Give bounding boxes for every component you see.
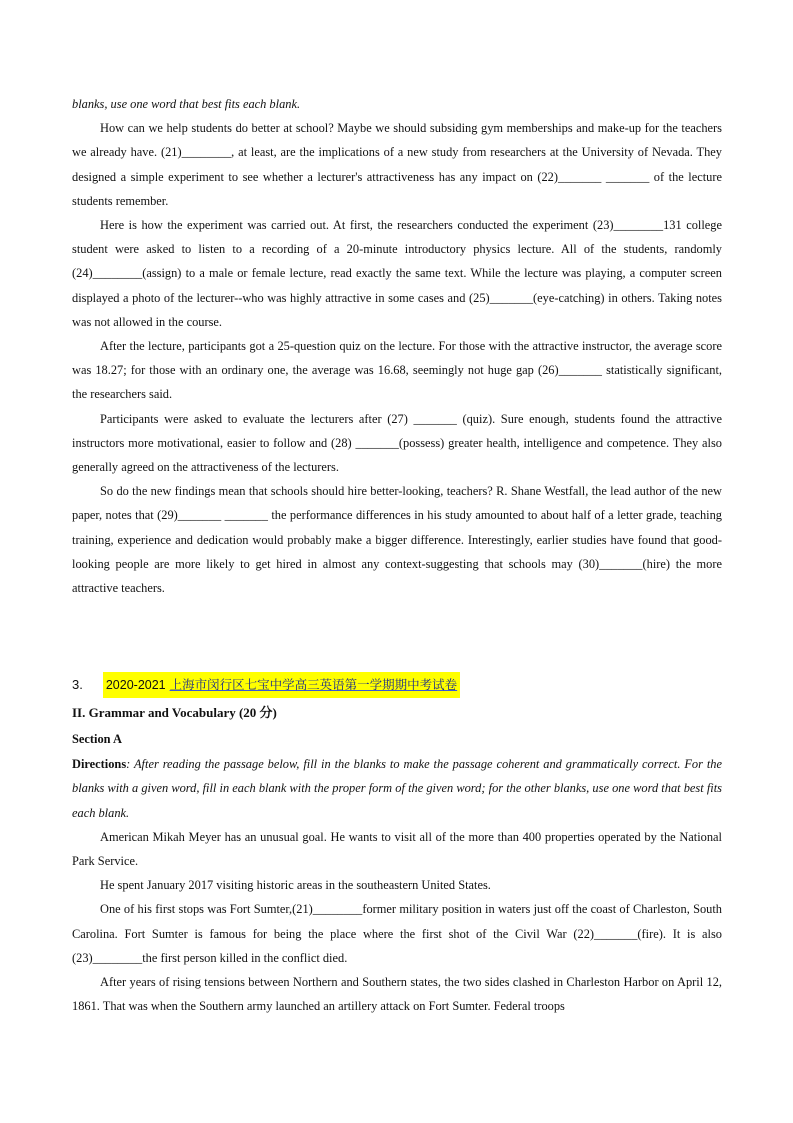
passage1-directions-tail: blanks, use one word that best fits each blank. xyxy=(72,97,301,111)
section-spacer xyxy=(72,600,722,672)
passage1-paragraph-3: After the lecture, participants got a 25-question quiz on the lecture. For those with the attractive instructor, the average score was 18.27; for those with an ordinary one, the average was 16.68, seemingly not huge gap (26)_______ statistically significant, the researchers said. xyxy=(72,339,722,402)
directions-label: Directions xyxy=(72,757,127,772)
passage1-paragraph-5: So do the new findings mean that schools should hire better-looking, teachers? R. Shane Westfall, the lead author of the new paper, notes that (29)_______ _______ the performance differences in his study amounted to about half of a letter grade, teaching training, experience and dedication would probably make a bigger difference. Interestingly, earlier studies have found that good-looking people are more likely to get hired in almost any context-suggesting that schools may (30)_______(hire) the more attractive teachers. xyxy=(72,484,722,596)
exam-highlight[interactable] xyxy=(103,672,460,698)
passage2-paragraph-3: One of his first stops was Fort Sumter,(21)________former military position in waters just off the coast of Charleston, South Carolina. Fort Sumter is famous for being the place where the first shot of the Civil War (22)_______(fire). It is also (23)________the first person killed in the conflict died. xyxy=(72,902,722,965)
passage2-paragraph-2: He spent January 2017 visiting historic areas in the southeastern United States. xyxy=(100,878,491,893)
section-heading: Section A xyxy=(72,732,122,747)
exam-number: 3. xyxy=(72,677,83,693)
part-heading: II. Grammar and Vocabulary (20 分) xyxy=(72,705,277,721)
passage2-paragraph-1: American Mikah Meyer has an unusual goal. He wants to visit all of the more than 400 properties operated by the National Park Service. xyxy=(72,829,722,869)
passage2-paragraph-4: After years of rising tensions between Northern and Southern states, the two sides clashed in Charleston Harbor on April 12, 1861. That was when the Southern army launched an artillery attack on Fort Sumter. Federal troops xyxy=(72,975,722,1014)
exam-heading xyxy=(72,672,722,698)
exam-title-link[interactable]: 上海市闵行区七宝中学高三英语第一学期期中考试卷 xyxy=(169,678,458,693)
directions-text: : After reading the passage below, fill in the blanks to make the passage coherent and grammatically correct. For the blanks with a given word, fill in each blank with the proper form of the given word; for the other blanks, use one word that best fits each blank. xyxy=(72,757,722,820)
directions xyxy=(72,752,722,825)
document-page xyxy=(72,92,722,1019)
passage1-paragraph-4: Participants were asked to evaluate the lecturers after (27) _______ (quiz). Sure enough, students found the attractive instructors more motivational, easier to follow and (28) _______(possess) greater health, intelligence and competence. They also generally agreed on the attractiveness of the lecturers. xyxy=(72,411,722,475)
passage1-paragraph-1: How can we help students do better at school? Maybe we should subsiding gym memberships and make-up for the teachers we already have. (21)________, at least, are the implications of a new study from researchers at the University of Nevada. They designed a simple experiment to see whether a lecturer's attractiveness has any impact on (22)_______ _______ of the lecture students remember. xyxy=(72,121,722,208)
exam-year: 2020-2021 xyxy=(105,678,166,693)
passage1-paragraph-2: Here is how the experiment was carried out. At first, the researchers conducted the experiment (23)________131 college student were asked to listen to a recording of a 20-minute introductory physics lecture. All of the students, randomly (24)________(assign) to a male or female lecture, read exactly the same text. While the lecture was playing, a computer screen displayed a photo of the lecturer--who was highly attractive in some cases and (25)_______(eye-catching) in others. Taking notes was not allowed in the course. xyxy=(72,218,722,329)
